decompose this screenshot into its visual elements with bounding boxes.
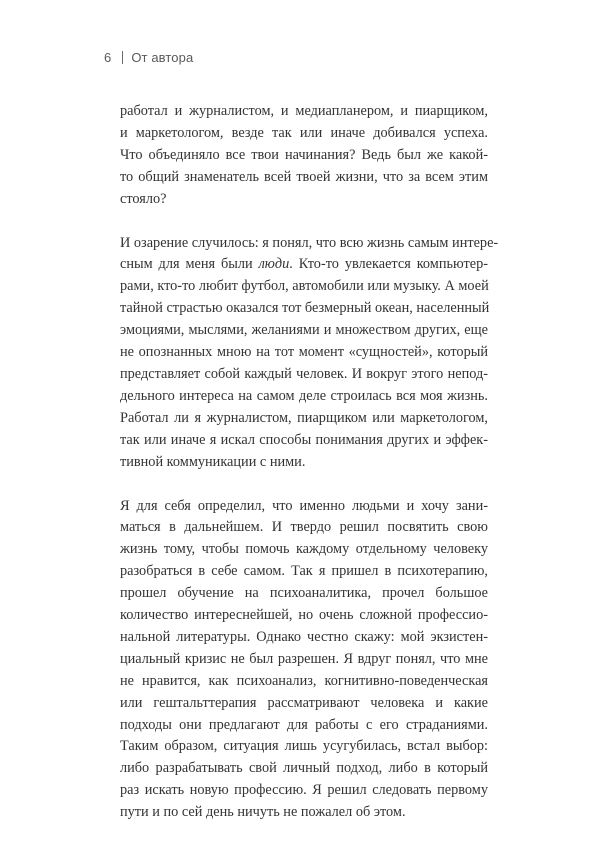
section-title: От автора xyxy=(131,50,194,65)
paragraph-2 xyxy=(120,233,499,474)
text-line: дельного интереса на самом деле строилась вся моя жизнь. xyxy=(120,387,488,404)
text-line: И озарение случилось: я понял, что всю жизнь самым интере- xyxy=(120,234,499,251)
body-text xyxy=(120,101,499,846)
text-line: эмоциями, мыслями, желаниями и множеством других, еще xyxy=(120,322,488,339)
emphasis-people: люди xyxy=(258,256,290,273)
text-line: количество интереснейшей, но очень сложной профессио- xyxy=(120,607,488,624)
text-line: Что объединяло все твои начинания? Ведь был же какой- xyxy=(120,146,488,163)
text-line: работал и журналистом, и медиапланером, и пиарщиком, xyxy=(120,103,488,119)
text-line: пути и по сей день ничуть не пожалел об этом. xyxy=(120,804,406,821)
text-fragment: сным для меня были xyxy=(120,256,259,273)
paragraph-3 xyxy=(120,496,488,825)
header-divider xyxy=(122,51,123,64)
text-line: тивной коммуникации с ними. xyxy=(120,453,306,470)
text-line: так или иначе я искал способы понимания других и эффек- xyxy=(120,431,488,448)
text-line: рами, кто-то любит футбол, автомобили или музыку. А моей xyxy=(120,278,489,295)
text-line: не нравится, как психоанализ, когнитивно-поведенческая xyxy=(120,672,488,689)
text-line: стояло? xyxy=(120,190,167,207)
paragraph-1 xyxy=(120,101,488,211)
text-line: или гештальттерапия рассматривают человека и какие xyxy=(120,694,488,711)
text-line: представляет собой каждый человек. И вокруг этого непод- xyxy=(120,365,488,382)
text-line: и маркетологом, везде так или иначе добивался успеха. xyxy=(120,124,488,141)
text-line: тайной страстью оказался тот безмерный океан, населенный xyxy=(120,300,490,317)
text-line: подходы они предлагают для работы с его страданиями. xyxy=(120,716,488,733)
text-line: жизнь тому, чтобы помочь каждому отдельному человеку xyxy=(120,541,488,558)
text-line: маться в дальнейшем. И твердо решил посвятить свою xyxy=(120,519,488,536)
text-line: либо разрабатывать свой личный подход, либо в который xyxy=(120,760,488,777)
text-line xyxy=(120,254,488,276)
text-line: Я для себя определил, что именно людьми и хочу зани- xyxy=(120,497,488,514)
running-head xyxy=(104,50,193,65)
text-fragment: . Кто-то увлекается компьютер- xyxy=(289,256,489,273)
page-number: 6 xyxy=(104,50,112,65)
text-line: не опознанных мною на тот момент «сущностей», который xyxy=(120,344,488,361)
text-line: нальной литературы. Однако честно скажу: мой экзистен- xyxy=(120,628,488,645)
text-line: раз искать новую профессию. Я решил следовать первому xyxy=(120,782,488,799)
text-line: Работал ли я журналистом, пиарщиком или маркетологом, xyxy=(120,409,488,426)
text-line: то общий знаменатель всей твоей жизни, что за всем этим xyxy=(120,168,488,185)
text-line: разобраться в себе самом. Так я пришел в психотерапию, xyxy=(120,563,488,580)
text-line: циальный кризис не был разрешен. Я вдруг понял, что мне xyxy=(120,650,488,667)
text-line: Таким образом, ситуация лишь усугубилась, встал выбор: xyxy=(120,738,488,755)
text-line: прошел обучение на психоаналитика, прочел большое xyxy=(120,585,488,602)
